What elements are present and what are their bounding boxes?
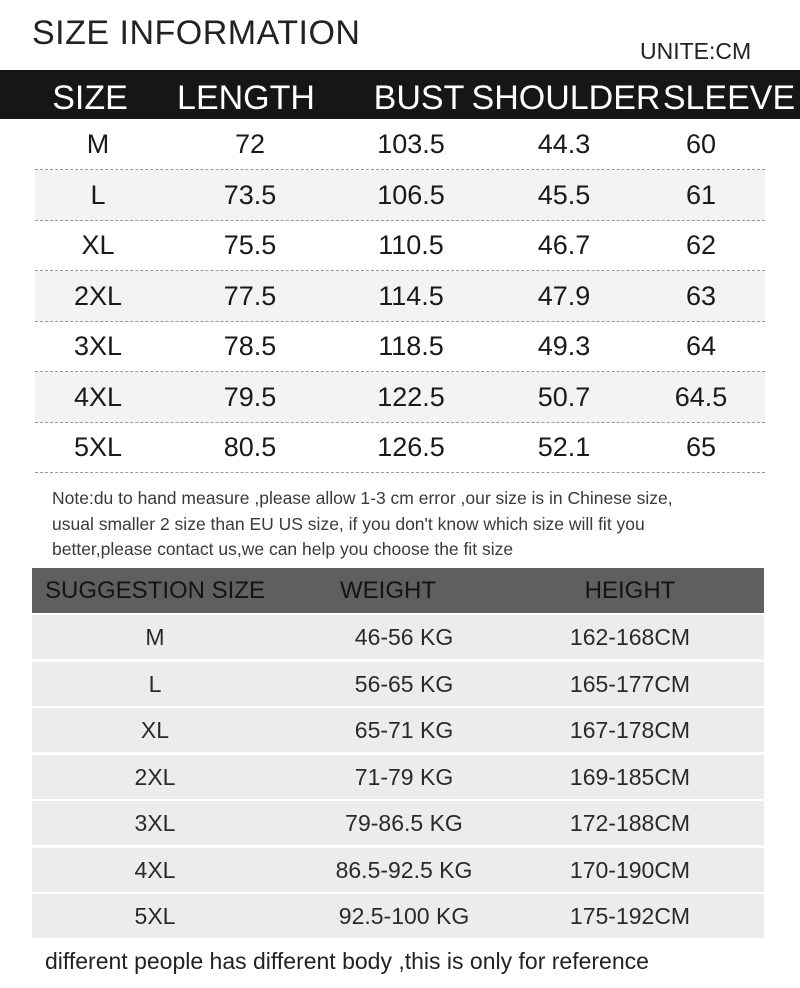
- size-cell-shoulder: 50.7: [537, 381, 591, 412]
- size-cell-bust: 114.5: [378, 280, 444, 311]
- size-table-header: [0, 70, 800, 119]
- suggestion-cell-size: 5XL: [134, 903, 176, 929]
- unit-label: UNITE:CM: [640, 38, 752, 64]
- size-cell-shoulder: 52.1: [537, 432, 591, 462]
- size-table-row: [35, 220, 765, 271]
- size-header-bust: BUST: [373, 79, 465, 117]
- size-cell-size: 4XL: [73, 381, 123, 412]
- suggestion-cell-weight: 65-71 KG: [354, 717, 454, 743]
- suggestion-cell-height: 172-188CM: [569, 810, 691, 836]
- suggestion-cell-weight: 71-79 KG: [354, 763, 454, 790]
- suggestion-cell-height: 169-185CM: [569, 763, 691, 790]
- suggestion-cell-size: L: [148, 670, 162, 697]
- size-cell-shoulder: 44.3: [537, 129, 591, 159]
- size-cell-size: 5XL: [73, 432, 123, 462]
- size-cell-size: M: [86, 129, 110, 159]
- suggestion-cell-weight: 92.5-100 KG: [338, 903, 470, 929]
- size-cell-length: 75.5: [223, 230, 277, 260]
- measurement-note: [52, 486, 772, 563]
- size-cell-sleeve: 65: [685, 432, 717, 462]
- suggestion-cell-size: XL: [140, 717, 170, 743]
- size-cell-size: 2XL: [73, 280, 123, 311]
- size-cell-sleeve: 60: [685, 129, 717, 159]
- size-cell-shoulder: 45.5: [537, 179, 591, 210]
- size-cell-bust: 126.5: [377, 432, 445, 462]
- size-cell-length: 79.5: [223, 381, 277, 412]
- size-cell-sleeve: 64: [685, 331, 717, 361]
- suggestion-cell-height: 170-190CM: [569, 856, 691, 883]
- reference-footer: different people has different body ,this is only for reference: [45, 948, 649, 974]
- note-line: Note:du to hand measure ,please allow 1-3 cm error ,our size is in Chinese size,: [52, 488, 673, 508]
- sug-header-weight: WEIGHT: [340, 577, 436, 604]
- suggestion-cell-size: 3XL: [134, 810, 176, 836]
- size-cell-size: L: [90, 179, 106, 210]
- size-table-row: [35, 271, 765, 322]
- size-cell-length: 78.5: [223, 331, 277, 361]
- suggestion-table-header: [32, 568, 764, 613]
- size-header-shoulder: SHOULDER: [471, 79, 661, 117]
- suggestion-cell-height: 175-192CM: [569, 903, 691, 929]
- size-cell-bust: 122.5: [377, 381, 445, 412]
- size-cell-length: 72: [234, 129, 266, 159]
- size-cell-size: 3XL: [73, 331, 123, 361]
- size-cell-shoulder: 49.3: [537, 331, 591, 361]
- size-cell-sleeve: 64.5: [674, 381, 728, 412]
- size-table-row: [35, 119, 765, 170]
- size-cell-length: 73.5: [223, 179, 277, 210]
- size-cell-shoulder: 47.9: [537, 280, 591, 311]
- size-table-row: [35, 422, 765, 473]
- suggestion-table-row: [32, 799, 764, 845]
- page-title: SIZE INFORMATION: [32, 14, 361, 52]
- size-cell-shoulder: 46.7: [537, 230, 591, 260]
- size-header-size: SIZE: [52, 79, 128, 117]
- suggestion-cell-weight: 46-56 KG: [354, 624, 454, 650]
- suggestion-table-row: [32, 846, 764, 892]
- size-header-length: LENGTH: [177, 79, 315, 117]
- suggestion-cell-size: 2XL: [134, 763, 176, 790]
- suggestion-table-row: [32, 892, 764, 938]
- size-table-row: [35, 170, 765, 221]
- size-cell-length: 77.5: [223, 280, 277, 311]
- suggestion-table-row: [32, 660, 764, 706]
- size-cell-size: XL: [81, 230, 115, 260]
- size-cell-length: 80.5: [223, 432, 277, 462]
- size-cell-bust: 118.5: [378, 331, 444, 361]
- size-cell-bust: 106.5: [377, 179, 445, 210]
- sug-header-height: HEIGHT: [584, 577, 676, 604]
- suggestion-table-row: [32, 613, 764, 659]
- size-cell-bust: 103.5: [377, 129, 445, 159]
- size-cell-bust: 110.5: [378, 230, 444, 260]
- size-table-row: [35, 372, 765, 423]
- suggestion-cell-size: M: [145, 624, 165, 650]
- note-line: better,please contact us,we can help you choose the fit size: [52, 539, 514, 559]
- note-line: usual smaller 2 size than EU US size, if you don't know which size will fit you: [52, 513, 645, 534]
- sug-header-size: SUGGESTION SIZE: [44, 577, 266, 604]
- size-cell-sleeve: 63: [685, 280, 717, 311]
- suggestion-table-row: [32, 753, 764, 799]
- suggestion-table-row: [32, 706, 764, 752]
- suggestion-cell-weight: 56-65 KG: [354, 670, 454, 697]
- suggestion-cell-weight: 79-86.5 KG: [345, 810, 463, 836]
- suggestion-cell-weight: 86.5-92.5 KG: [335, 856, 473, 883]
- suggestion-cell-size: 4XL: [134, 856, 176, 883]
- suggestion-cell-height: 165-177CM: [569, 670, 691, 697]
- size-cell-sleeve: 62: [685, 230, 717, 260]
- suggestion-cell-height: 167-178CM: [569, 717, 691, 743]
- size-table-row: [35, 321, 765, 372]
- suggestion-cell-height: 162-168CM: [569, 624, 691, 650]
- size-header-sleeve: SLEEVE: [662, 79, 796, 117]
- size-cell-sleeve: 61: [685, 179, 717, 210]
